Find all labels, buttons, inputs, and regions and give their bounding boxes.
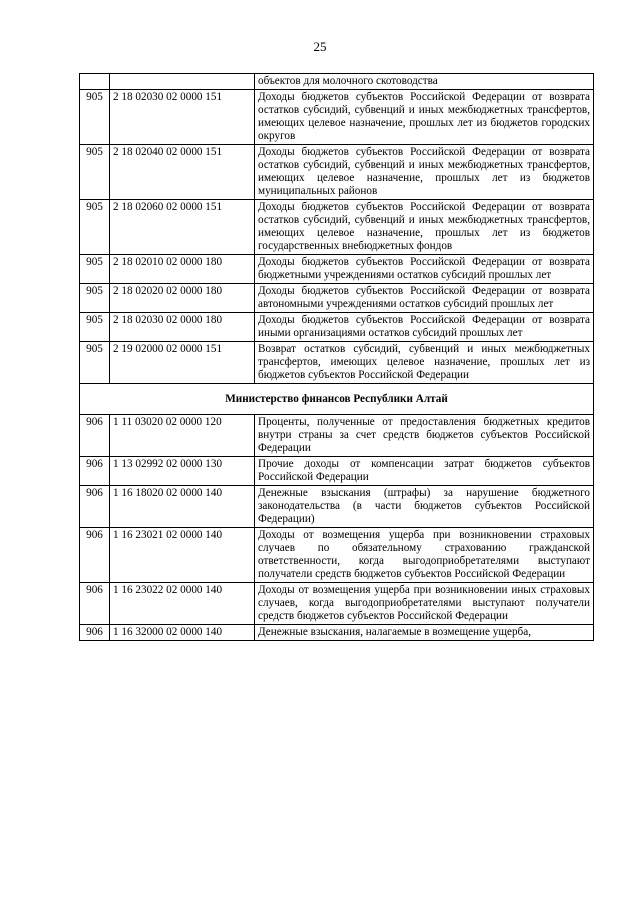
admin-code-cell: 905	[80, 342, 110, 384]
budget-code-cell: 2 18 02010 02 0000 180	[110, 255, 255, 284]
budget-code-cell: 1 11 03020 02 0000 120	[110, 415, 255, 457]
section-header-row	[80, 384, 594, 415]
table-row	[80, 342, 594, 384]
admin-code-cell: 906	[80, 528, 110, 583]
admin-code-cell: 905	[80, 90, 110, 145]
admin-code-cell: 905	[80, 145, 110, 200]
admin-code-cell	[80, 74, 110, 90]
description-cell: Доходы от возмещения ущерба при возникновении страховых случаев по обязательному страхованию гражданской ответственности, когда выгодоприобретателями выступают получатели средств бюджетов субъектов Российской Федерации	[255, 528, 594, 583]
admin-code-cell: 906	[80, 486, 110, 528]
description-cell: Возврат остатков субсидий, субвенций и иных межбюджетных трансфертов, имеющих целевое назначение, прошлых лет из бюджетов субъектов Российской Федерации	[255, 342, 594, 384]
page-number: 25	[313, 39, 327, 54]
admin-code-cell: 906	[80, 625, 110, 641]
description-cell: Доходы бюджетов субъектов Российской Федерации от возврата остатков субсидий, субвенций и иных межбюджетных трансфертов, имеющих целевое назначение, прошлых лет из бюджетов муниципальных районов	[255, 145, 594, 200]
table-row	[80, 284, 594, 313]
budget-code-cell: 1 16 18020 02 0000 140	[110, 486, 255, 528]
table-row	[80, 255, 594, 284]
budget-code-cell: 2 18 02060 02 0000 151	[110, 200, 255, 255]
budget-code-cell: 1 13 02992 02 0000 130	[110, 457, 255, 486]
table-row	[80, 313, 594, 342]
admin-code-cell: 906	[80, 457, 110, 486]
description-cell: Доходы бюджетов субъектов Российской Федерации от возврата остатков субсидий, субвенций и иных межбюджетных трансфертов, имеющих целевое назначение, прошлых лет из бюджетов государственных внебюджетных фондов	[255, 200, 594, 255]
budget-code-cell: 2 18 02030 02 0000 180	[110, 313, 255, 342]
budget-code-cell: 1 16 23022 02 0000 140	[110, 583, 255, 625]
description-cell: Денежные взыскания (штрафы) за нарушение бюджетного законодательства (в части бюджетов субъектов Российской Федерации)	[255, 486, 594, 528]
table-row	[80, 90, 594, 145]
description-cell: Доходы бюджетов субъектов Российской Федерации от возврата остатков субсидий, субвенций и иных межбюджетных трансфертов, имеющих целевое назначение, прошлых лет из бюджетов городских округов	[255, 90, 594, 145]
admin-code-cell: 906	[80, 583, 110, 625]
table-row	[80, 415, 594, 457]
budget-revenue-table	[79, 73, 594, 641]
table-row	[80, 486, 594, 528]
description-cell: Проценты, полученные от предоставления бюджетных кредитов внутри страны за счет средств бюджетов субъектов Российской Федерации	[255, 415, 594, 457]
budget-code-cell: 2 18 02030 02 0000 151	[110, 90, 255, 145]
section-title: Министерство финансов Республики Алтай	[80, 384, 594, 415]
admin-code-cell: 905	[80, 313, 110, 342]
description-cell: Доходы от возмещения ущерба при возникновении иных страховых случаев, когда выгодоприобретателями выступают получатели средств бюджетов субъектов Российской Федерации	[255, 583, 594, 625]
table-row	[80, 200, 594, 255]
admin-code-cell: 905	[80, 284, 110, 313]
budget-code-cell: 2 18 02040 02 0000 151	[110, 145, 255, 200]
description-cell: объектов для молочного скотоводства	[255, 74, 594, 90]
description-cell: Доходы бюджетов субъектов Российской Федерации от возврата иными организациями остатков субсидий прошлых лет	[255, 313, 594, 342]
budget-code-cell: 2 19 02000 02 0000 151	[110, 342, 255, 384]
table-row	[80, 74, 594, 90]
budget-code-cell: 1 16 23021 02 0000 140	[110, 528, 255, 583]
description-cell: Денежные взыскания, налагаемые в возмещение ущерба,	[255, 625, 594, 641]
table-row	[80, 145, 594, 200]
budget-code-cell	[110, 74, 255, 90]
description-cell: Доходы бюджетов субъектов Российской Федерации от возврата автономными учреждениями остатков субсидий прошлых лет	[255, 284, 594, 313]
table-row	[80, 457, 594, 486]
description-cell: Прочие доходы от компенсации затрат бюджетов субъектов Российской Федерации	[255, 457, 594, 486]
admin-code-cell: 905	[80, 200, 110, 255]
budget-code-cell: 1 16 32000 02 0000 140	[110, 625, 255, 641]
table-row	[80, 625, 594, 641]
table-row	[80, 528, 594, 583]
admin-code-cell: 906	[80, 415, 110, 457]
description-cell: Доходы бюджетов субъектов Российской Федерации от возврата бюджетными учреждениями остатков субсидий прошлых лет	[255, 255, 594, 284]
admin-code-cell: 905	[80, 255, 110, 284]
budget-code-cell: 2 18 02020 02 0000 180	[110, 284, 255, 313]
table-row	[80, 583, 594, 625]
